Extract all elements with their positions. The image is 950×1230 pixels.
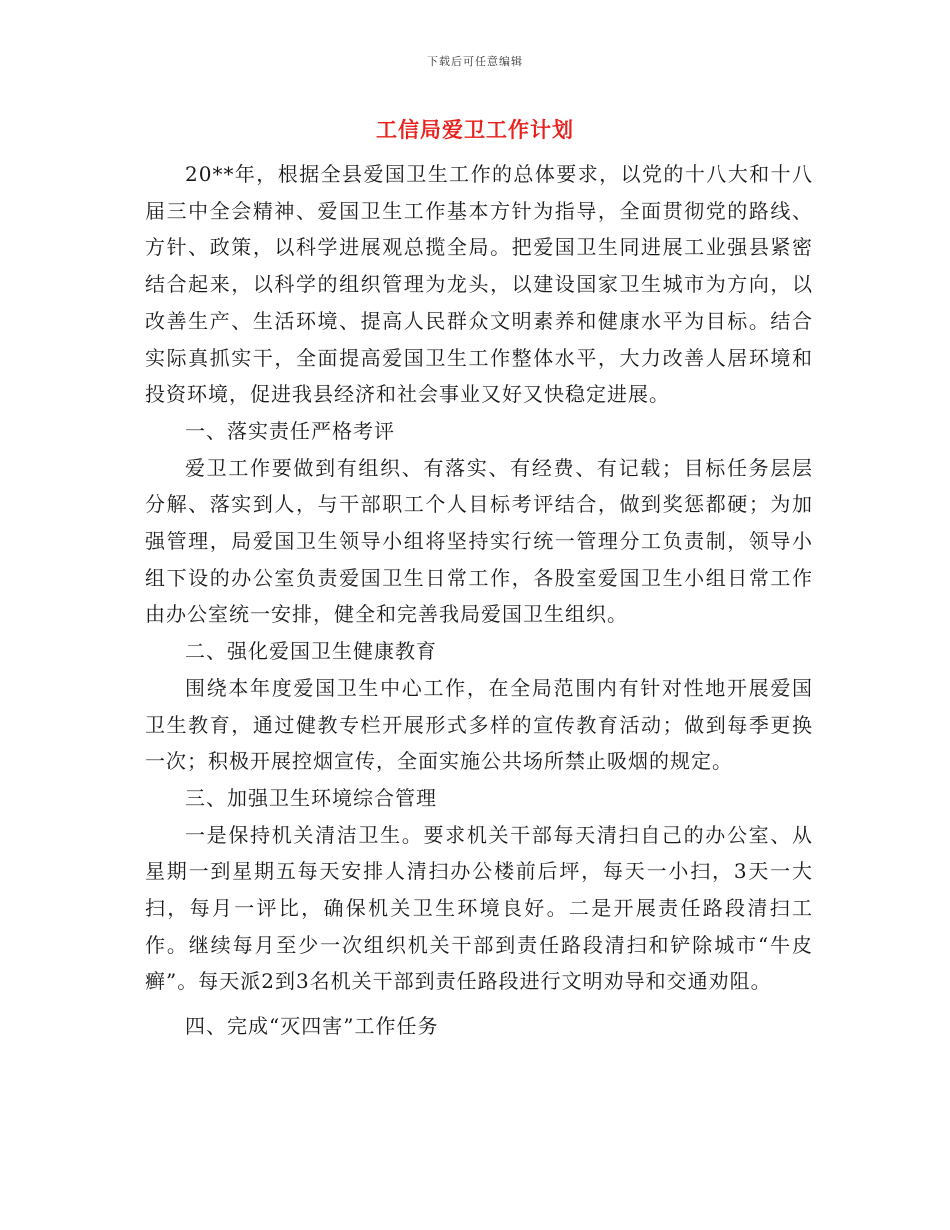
section-3-body: 一是保持机关清洁卫生。要求机关干部每天清扫自己的办公室、从星期一到星期五每天安排人清扫办公楼前后坪，每天一小扫，3天一大扫，每月一评比，确保机关卫生环境良好。二是开展责任路段清扫工作。继续每月至少一次组织机关干部到责任路段清扫和铲除城市“牛皮癣”。每天派2到3名机关干部到责任路段进行文明劝导和交通劝阻。 <box>145 822 813 994</box>
section-3-heading: 三、加强卫生环境综合管理 <box>185 785 437 810</box>
section-1-heading: 一、落实责任严格考评 <box>185 418 395 443</box>
section-2-heading: 二、强化爱国卫生健康教育 <box>185 639 437 664</box>
section-4-heading: 四、完成“灭四害”工作任务 <box>185 1014 439 1039</box>
document-body <box>145 156 813 1045</box>
header-note: 下载后可任意编辑 <box>427 55 523 68</box>
section-2-body: 围绕本年度爱国卫生中心工作，在全局范围内有针对性地开展爱国卫生教育，通过健教专栏开展形式多样的宣传教育活动；做到每季更换一次；积极开展控烟宣传，全面实施公共场所禁止吸烟的规定。 <box>145 675 813 774</box>
intro-paragraph: 20**年，根据全县爱国卫生工作的总体要求，以党的十八大和十八届三中全会精神、爱国卫生工作基本方针为指导，全面贯彻党的路线、方针、政策，以科学进展观总揽全局。把爱国卫生同进展工业强县紧密结合起来，以科学的组织管理为龙头，以建设国家卫生城市为方向，以改善生产、生活环境、提高人民群众文明素养和健康水平为目标。结合实际真抓实干，全面提高爱国卫生工作整体水平，大力改善人居环境和投资环境，促进我县经济和社会事业又好又快稳定进展。 <box>145 162 813 407</box>
section-1-body: 爱卫工作要做到有组织、有落实、有经费、有记载；目标任务层层分解、落实到人，与干部职工个人目标考评结合，做到奖惩都硬；为加强管理，局爱国卫生领导小组将坚持实行统一管理分工负责制，领导小组下设的办公室负责爱国卫生日常工作，各股室爱国卫生小组日常工作由办公室统一安排，健全和完善我局爱国卫生组织。 <box>145 455 813 627</box>
document-title: 工信局爱卫工作计划 <box>376 117 574 142</box>
